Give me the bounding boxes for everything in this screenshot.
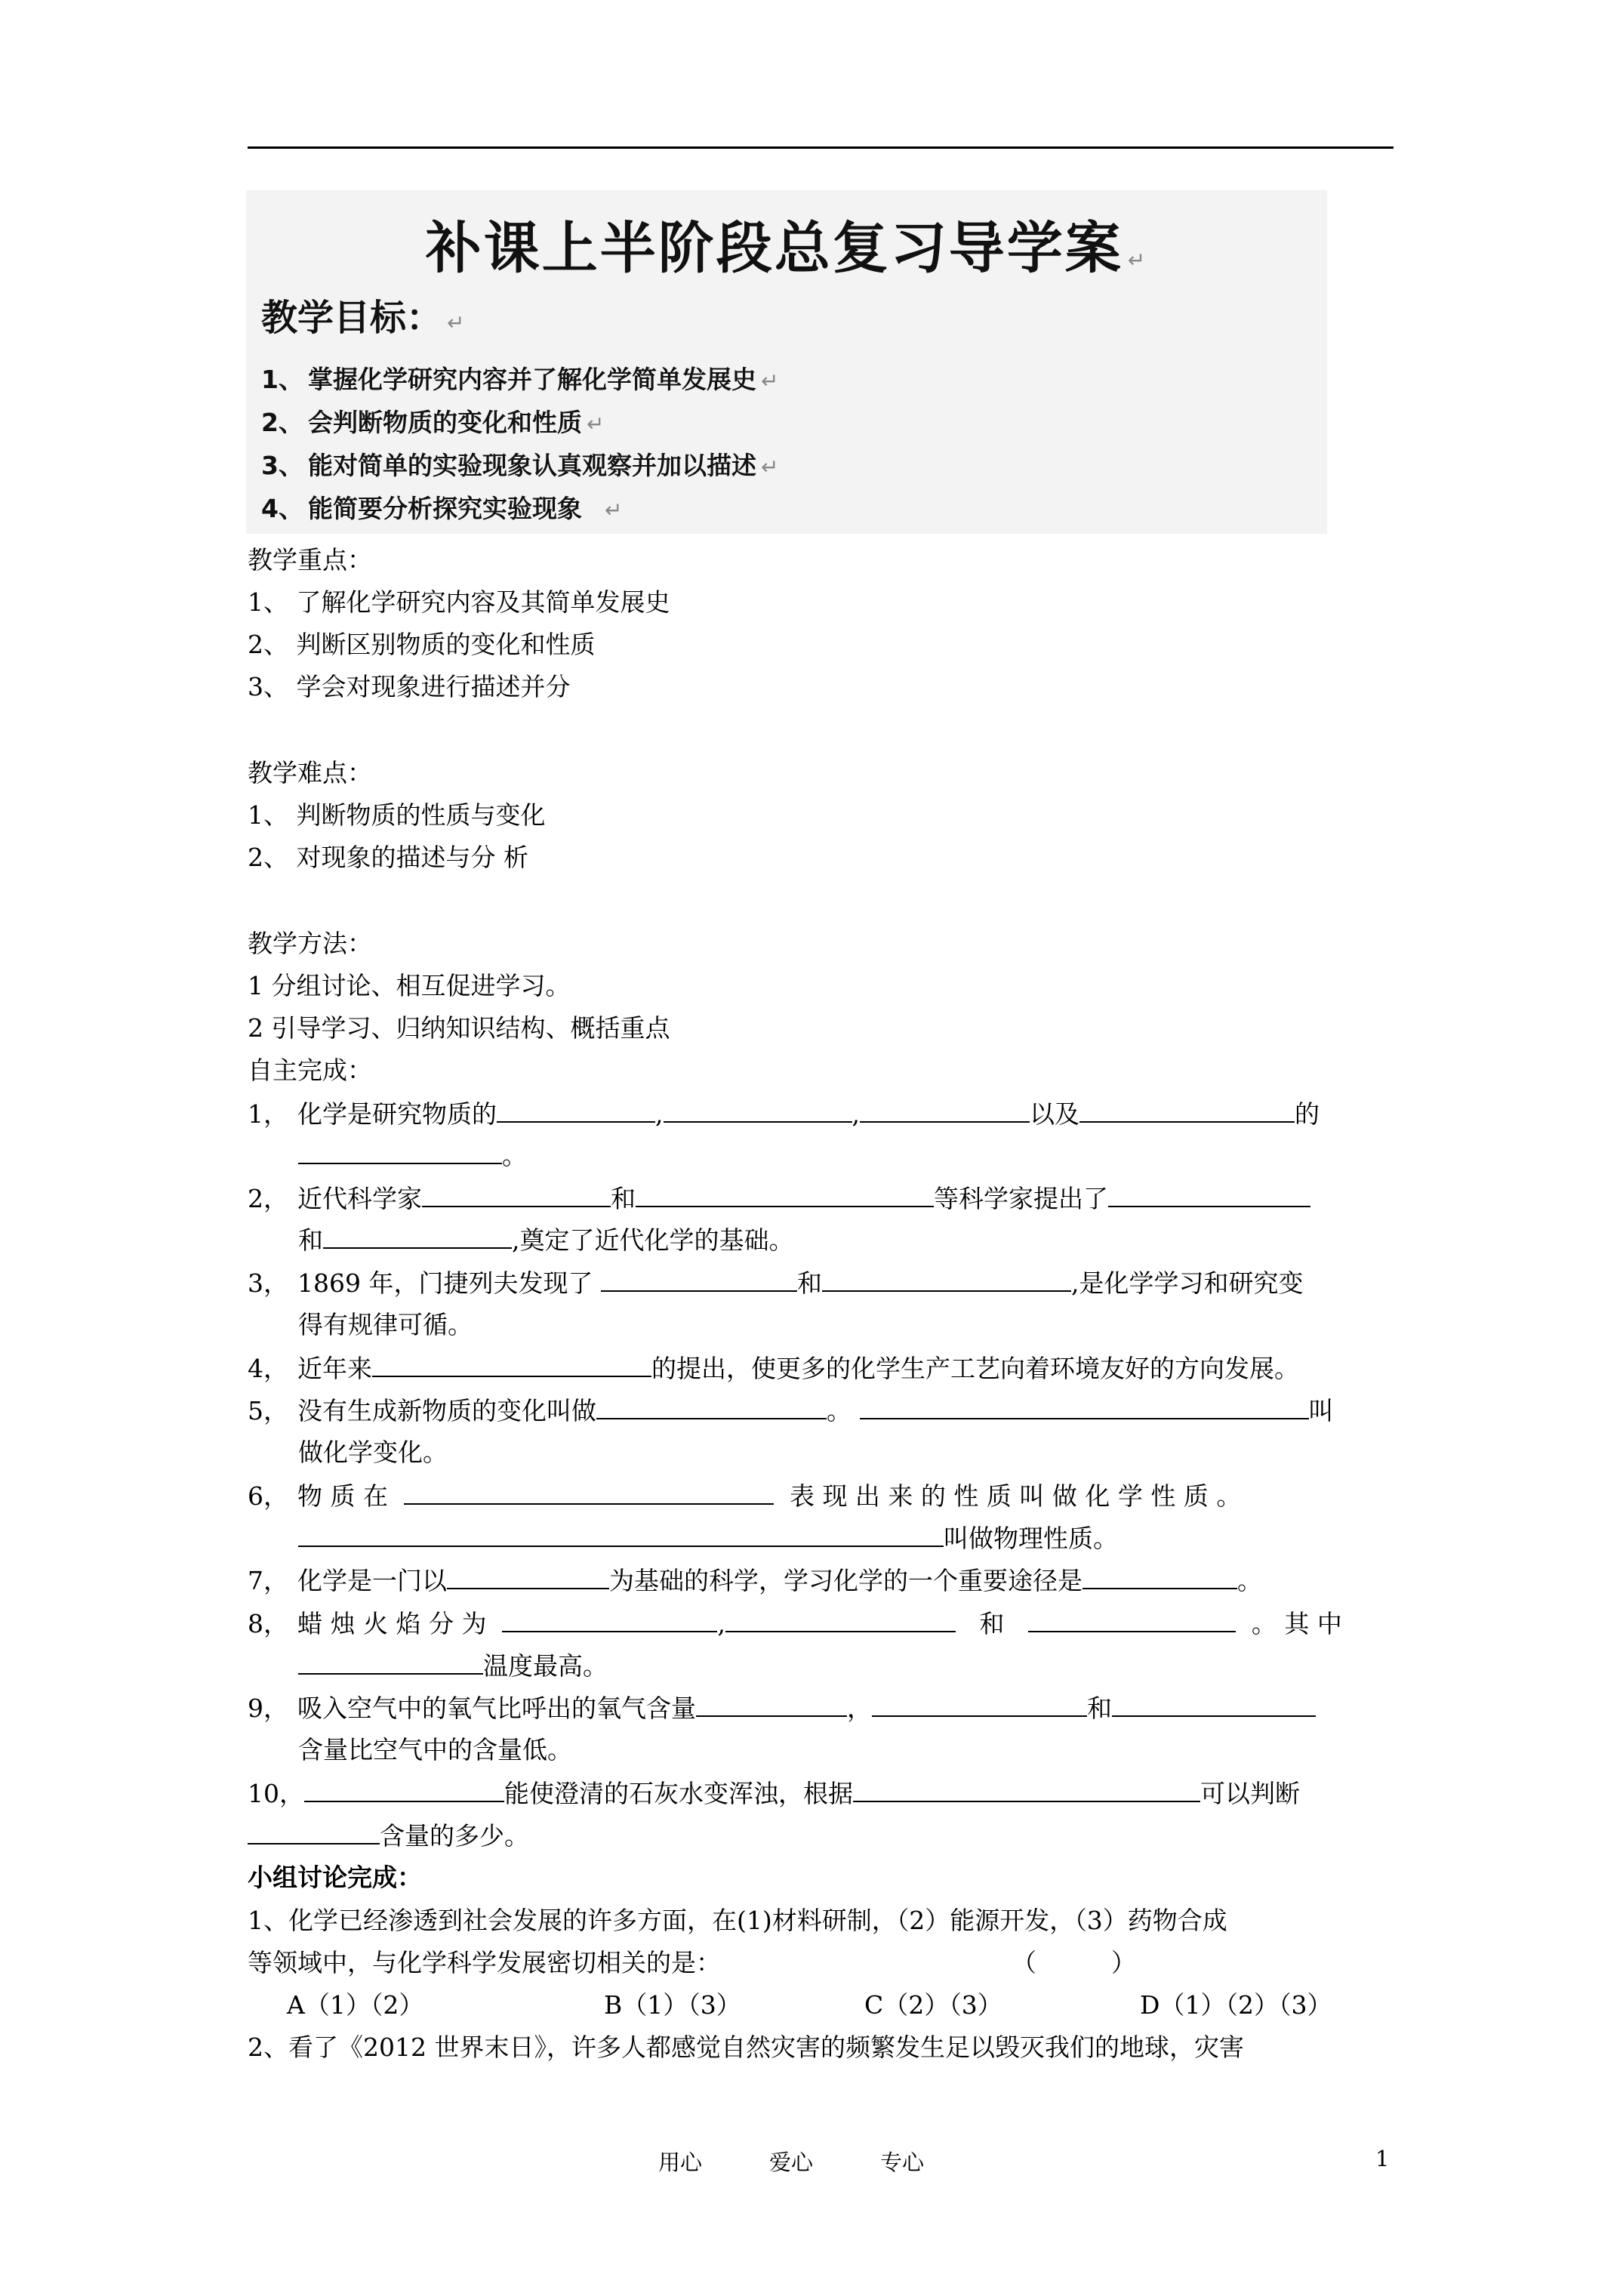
method-heading: 教学方法： [248, 929, 372, 958]
page-number: 1 [1375, 2146, 1390, 2171]
method-item: 2 引导学习、归纳知识结构、概括重点 [248, 1013, 670, 1043]
objective-item: 4、 能简要分析探究实验现象 ↵ [261, 494, 623, 523]
option-d: D（1）（2）（3） [1140, 1990, 1332, 2020]
method-item: 1 分组讨论、相互促进学习。 [248, 971, 571, 1000]
difficulty-item: 2、 对现象的描述与分 析 [248, 843, 528, 872]
question-3: 3， 1869 年，门捷列夫发现了 和 ,是化学学习和研究变 [248, 1268, 1304, 1298]
objective-item: 3、 能对简单的实验现象认真观察并加以描述 ↵ [261, 451, 779, 480]
group-question-1-options [287, 1990, 1332, 2020]
group-question-1: 1、化学已经渗透到社会发展的许多方面，在(1)材料研制，（2）能源开发，（3）药物合成 [248, 1906, 1227, 1935]
objective-item: 2、 会判断物质的变化和性质 ↵ [261, 408, 605, 437]
question-7: 7， 化学是一门以 为基础的科学，学习化学的一个重要途径是 。 [248, 1566, 1262, 1595]
header-rule [248, 146, 1394, 149]
question-6: 6， 物 质 在 表 现 出 来 的 性 质 叫 做 化 学 性 质 。 [248, 1481, 1242, 1511]
focus-item: 2、 判断区别物质的变化和性质 [248, 630, 596, 659]
question-1: 1， 化学是研究物质的 , , 以及 的 [248, 1099, 1320, 1129]
question-9-cont: 含量比空气中的含量低。 [298, 1735, 572, 1764]
question-4: 4， 近年来 的提出，使更多的化学生产工艺向着环境友好的方向发展。 [248, 1354, 1299, 1383]
group-question-1-cont: 等领域中，与化学科学发展密切相关的是： （ ） [248, 1948, 1136, 1977]
question-10: 10， 能使澄清的石灰水变浑浊，根据 可以判断 [248, 1779, 1300, 1808]
question-5-cont: 做化学变化。 [298, 1438, 448, 1467]
question-1-cont: 。 [298, 1140, 527, 1171]
question-2: 2， 近代科学家 和 等科学家提出了 [248, 1183, 1310, 1214]
objective-item: 1、 掌握化学研究内容并了解化学简单发展史 ↵ [261, 365, 779, 394]
group-question-2: 2、看了《2012 世界末日》，许多人都感觉自然灾害的频繁发生足以毁灭我们的地球，灾害 [248, 2032, 1244, 2062]
document-title: 补课上半阶段总复习导学案 ↵ [425, 216, 1148, 281]
difficulty-item: 1、 判断物质的性质与变化 [248, 800, 546, 830]
question-8-cont: 温度最高。 [298, 1650, 608, 1681]
difficulty-heading: 教学难点： [248, 758, 372, 787]
question-2-cont: 和 ,奠定了近代化学的基础。 [298, 1225, 794, 1255]
question-3-cont: 得有规律可循。 [298, 1310, 473, 1339]
focus-heading: 教学重点： [248, 545, 372, 575]
question-9: 9， 吸入空气中的氧气比呼出的氧气含量 ， 和 [248, 1693, 1316, 1724]
objectives-list [261, 358, 778, 530]
objectives-banner [246, 190, 1327, 534]
footer-motto: 爱心 [769, 2150, 814, 2175]
option-c: C（2）（3） [864, 1990, 1002, 2020]
objectives-heading: 教学目标： ↵ [261, 297, 465, 339]
question-5: 5， 没有生成新物质的变化叫做 。 叫 [248, 1396, 1334, 1425]
option-a: A（1）（2） [287, 1990, 424, 2020]
footer-motto: 用心 [658, 2150, 703, 2175]
group-heading: 小组讨论完成： [248, 1863, 422, 1892]
question-10-cont: 含量的多少。 [248, 1820, 529, 1851]
question-8: 8， 蜡 烛 火 焰 分 为 , 和 。 其 中 [248, 1609, 1342, 1638]
question-6-cont: 叫做物理性质。 [298, 1523, 1118, 1554]
footer-motto: 专心 [880, 2150, 925, 2175]
focus-item: 1、 了解化学研究内容及其简单发展史 [248, 587, 670, 617]
option-b: B（1）（3） [604, 1990, 741, 2020]
self-study-heading: 自主完成： [248, 1056, 372, 1085]
focus-item: 3、 学会对现象进行描述并分 [248, 672, 571, 701]
